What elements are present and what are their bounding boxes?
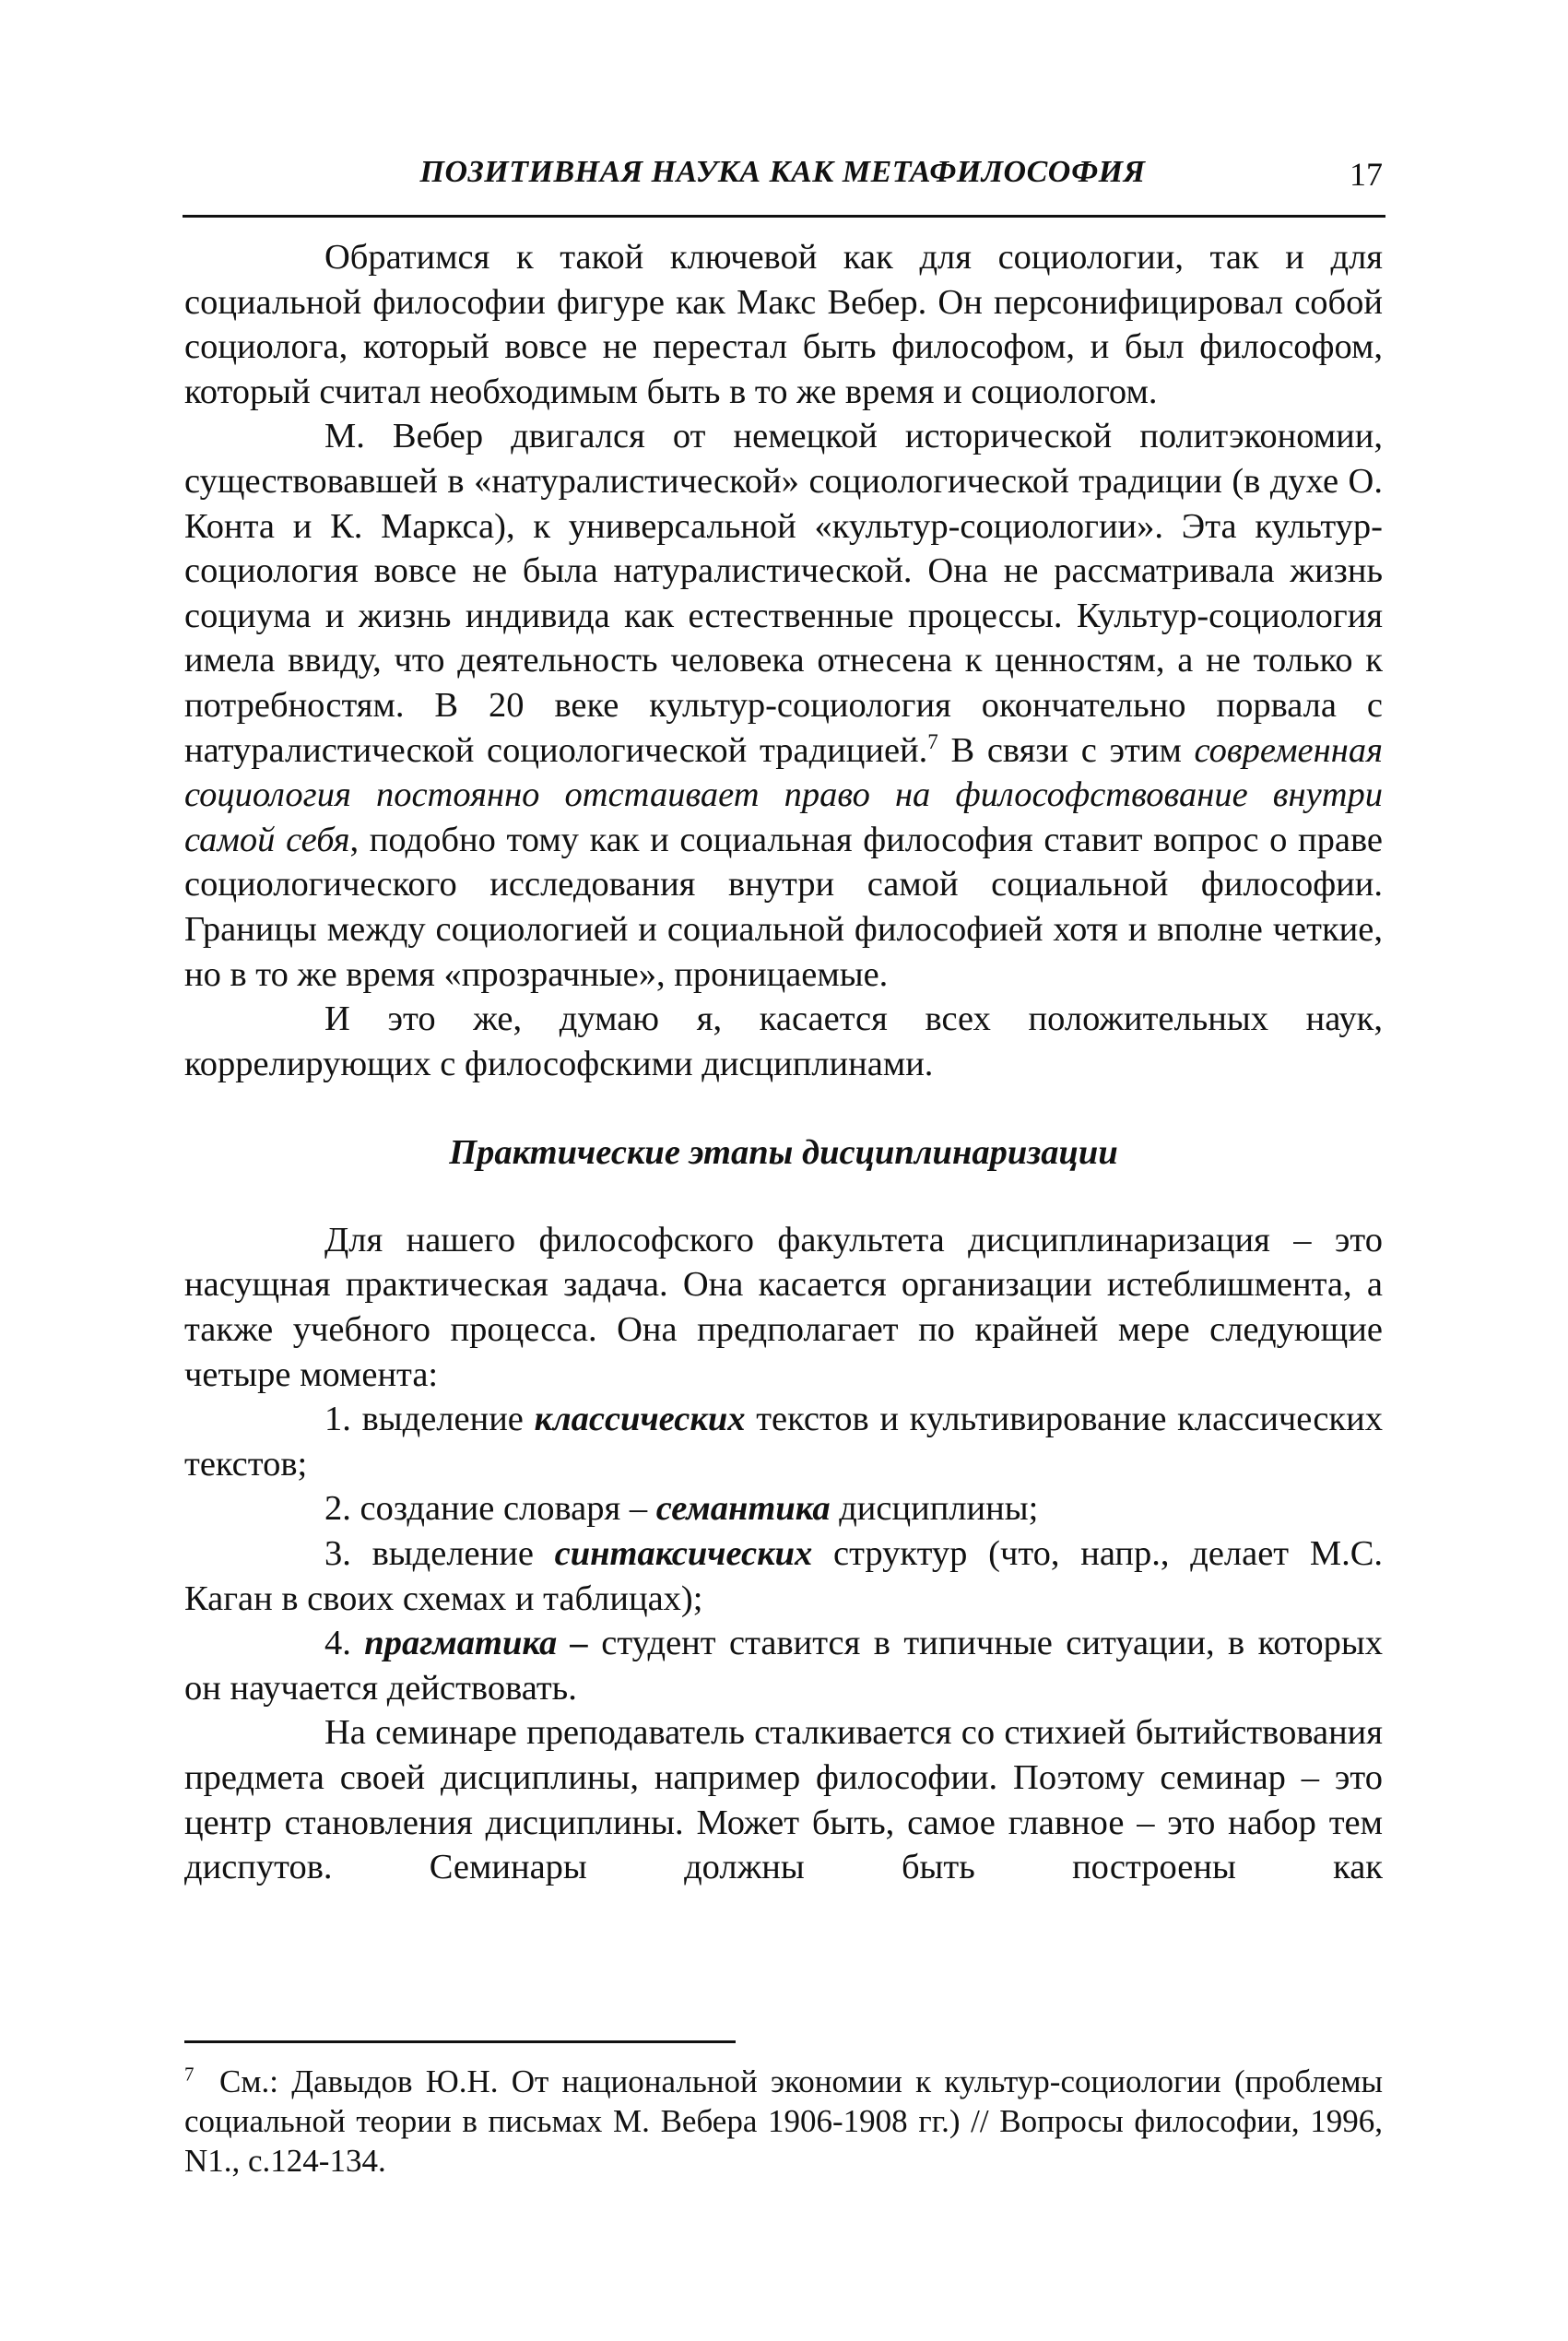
emphasis-term: синтаксических <box>554 1534 813 1574</box>
list-item: 3. выделение синтаксических структур (что, напр., делает М.С. Каган в своих схемах и таблицах); <box>184 1534 1384 1618</box>
paragraph-2-text-c: , подобно тому как и социальная философия ставит вопрос о праве социологического исследования внутри самой социальной философии. Границы между социологией и социальной философией хотя и вполне четкие, но в то же время «прозрачные», проницаемые. <box>184 820 1384 994</box>
running-title: ПОЗИТИВНАЯ НАУКА КАК МЕТАФИЛОСОФИЯ <box>419 155 1146 189</box>
paragraph-2-text-a: М. Вебер двигался от немецкой исторической политэкономии, существовавшей в «натуралистической» социологической традиции (в духе О. Конта и К. Маркса), к универсальной «культур-социологии». Эта культур-социология вовсе не была натуралистической. Она не рассматривала жизнь социума и жизнь индивида как естественные процессы. Культур-социология имела ввиду, что деятельность человека отнесена к ценностям, а не только к потребностям. В 20 веке культур-социология окончательно порвала с натуралистической социологической традицией. <box>184 417 1383 770</box>
emphasis-term: прагматика – <box>364 1624 588 1663</box>
list-item: 4. прагматика – студент ставится в типичные ситуации, в которых он научается действовать. <box>184 1624 1383 1708</box>
main-text <box>184 235 1383 1890</box>
header-rule <box>183 215 1385 218</box>
section-heading: Практические этапы дисциплинаризации <box>449 1133 1118 1173</box>
page-number: 17 <box>1350 156 1383 193</box>
list-item: 2. создание словаря – семантика дисциплины; <box>324 1489 1039 1529</box>
footnote-mark: 7 <box>184 2063 195 2086</box>
paragraph-5: На семинаре преподаватель сталкивается со стихией бытийствования предмета своей дисциплины, например философии. Поэтому семинар – это центр становления дисциплины. Может быть, самое главное – это набор тем диспутов. Семинары должны быть построены как <box>184 1713 1383 1887</box>
paragraph-2 <box>184 414 1383 997</box>
footnote <box>184 2062 1383 2181</box>
footnote-text: См.: Давыдов Ю.Н. От национальной экономии к культур-социологии (проблемы социальной теории в письмах М. Вебера 1906-1908 гг.) // Вопросы философии, 1996, N1., с.124-134. <box>184 2063 1383 2179</box>
footnote-rule <box>184 2040 736 2043</box>
paragraph-2-text-b: В связи с этим <box>937 730 1195 770</box>
emphasis-term: семантика <box>655 1489 831 1529</box>
paragraph-1: Обратимся к такой ключевой как для социологии, так и для социальной философии фигуре как Макс Вебер. Он персонифицировал собой социолога, который вовсе не перестал быть философом, и был философом, который считал необходимым быть в то же время и социологом. <box>184 238 1383 411</box>
paragraph-4: Для нашего философского факультета дисциплинаризация – это насущная практическая задача. Она касается организации истеблишмента, а также учебного процесса. Она предполагает по крайней мере следующие четыре момента: <box>184 1220 1383 1394</box>
paragraph-2-italic: современная социология постоянно отстаивает право на философствование внутри самой себя <box>184 730 1383 859</box>
paragraph-3: И это же, думаю я, касается всех положительных наук, коррелирующих с философскими дисциплинами. <box>184 999 1383 1083</box>
footnote-reference[interactable]: 7 <box>927 728 938 753</box>
list-item: 1. выделение классических текстов и культивирование классических текстов; <box>184 1400 1383 1484</box>
emphasis-term: классических <box>534 1400 746 1439</box>
running-header <box>183 155 1383 212</box>
